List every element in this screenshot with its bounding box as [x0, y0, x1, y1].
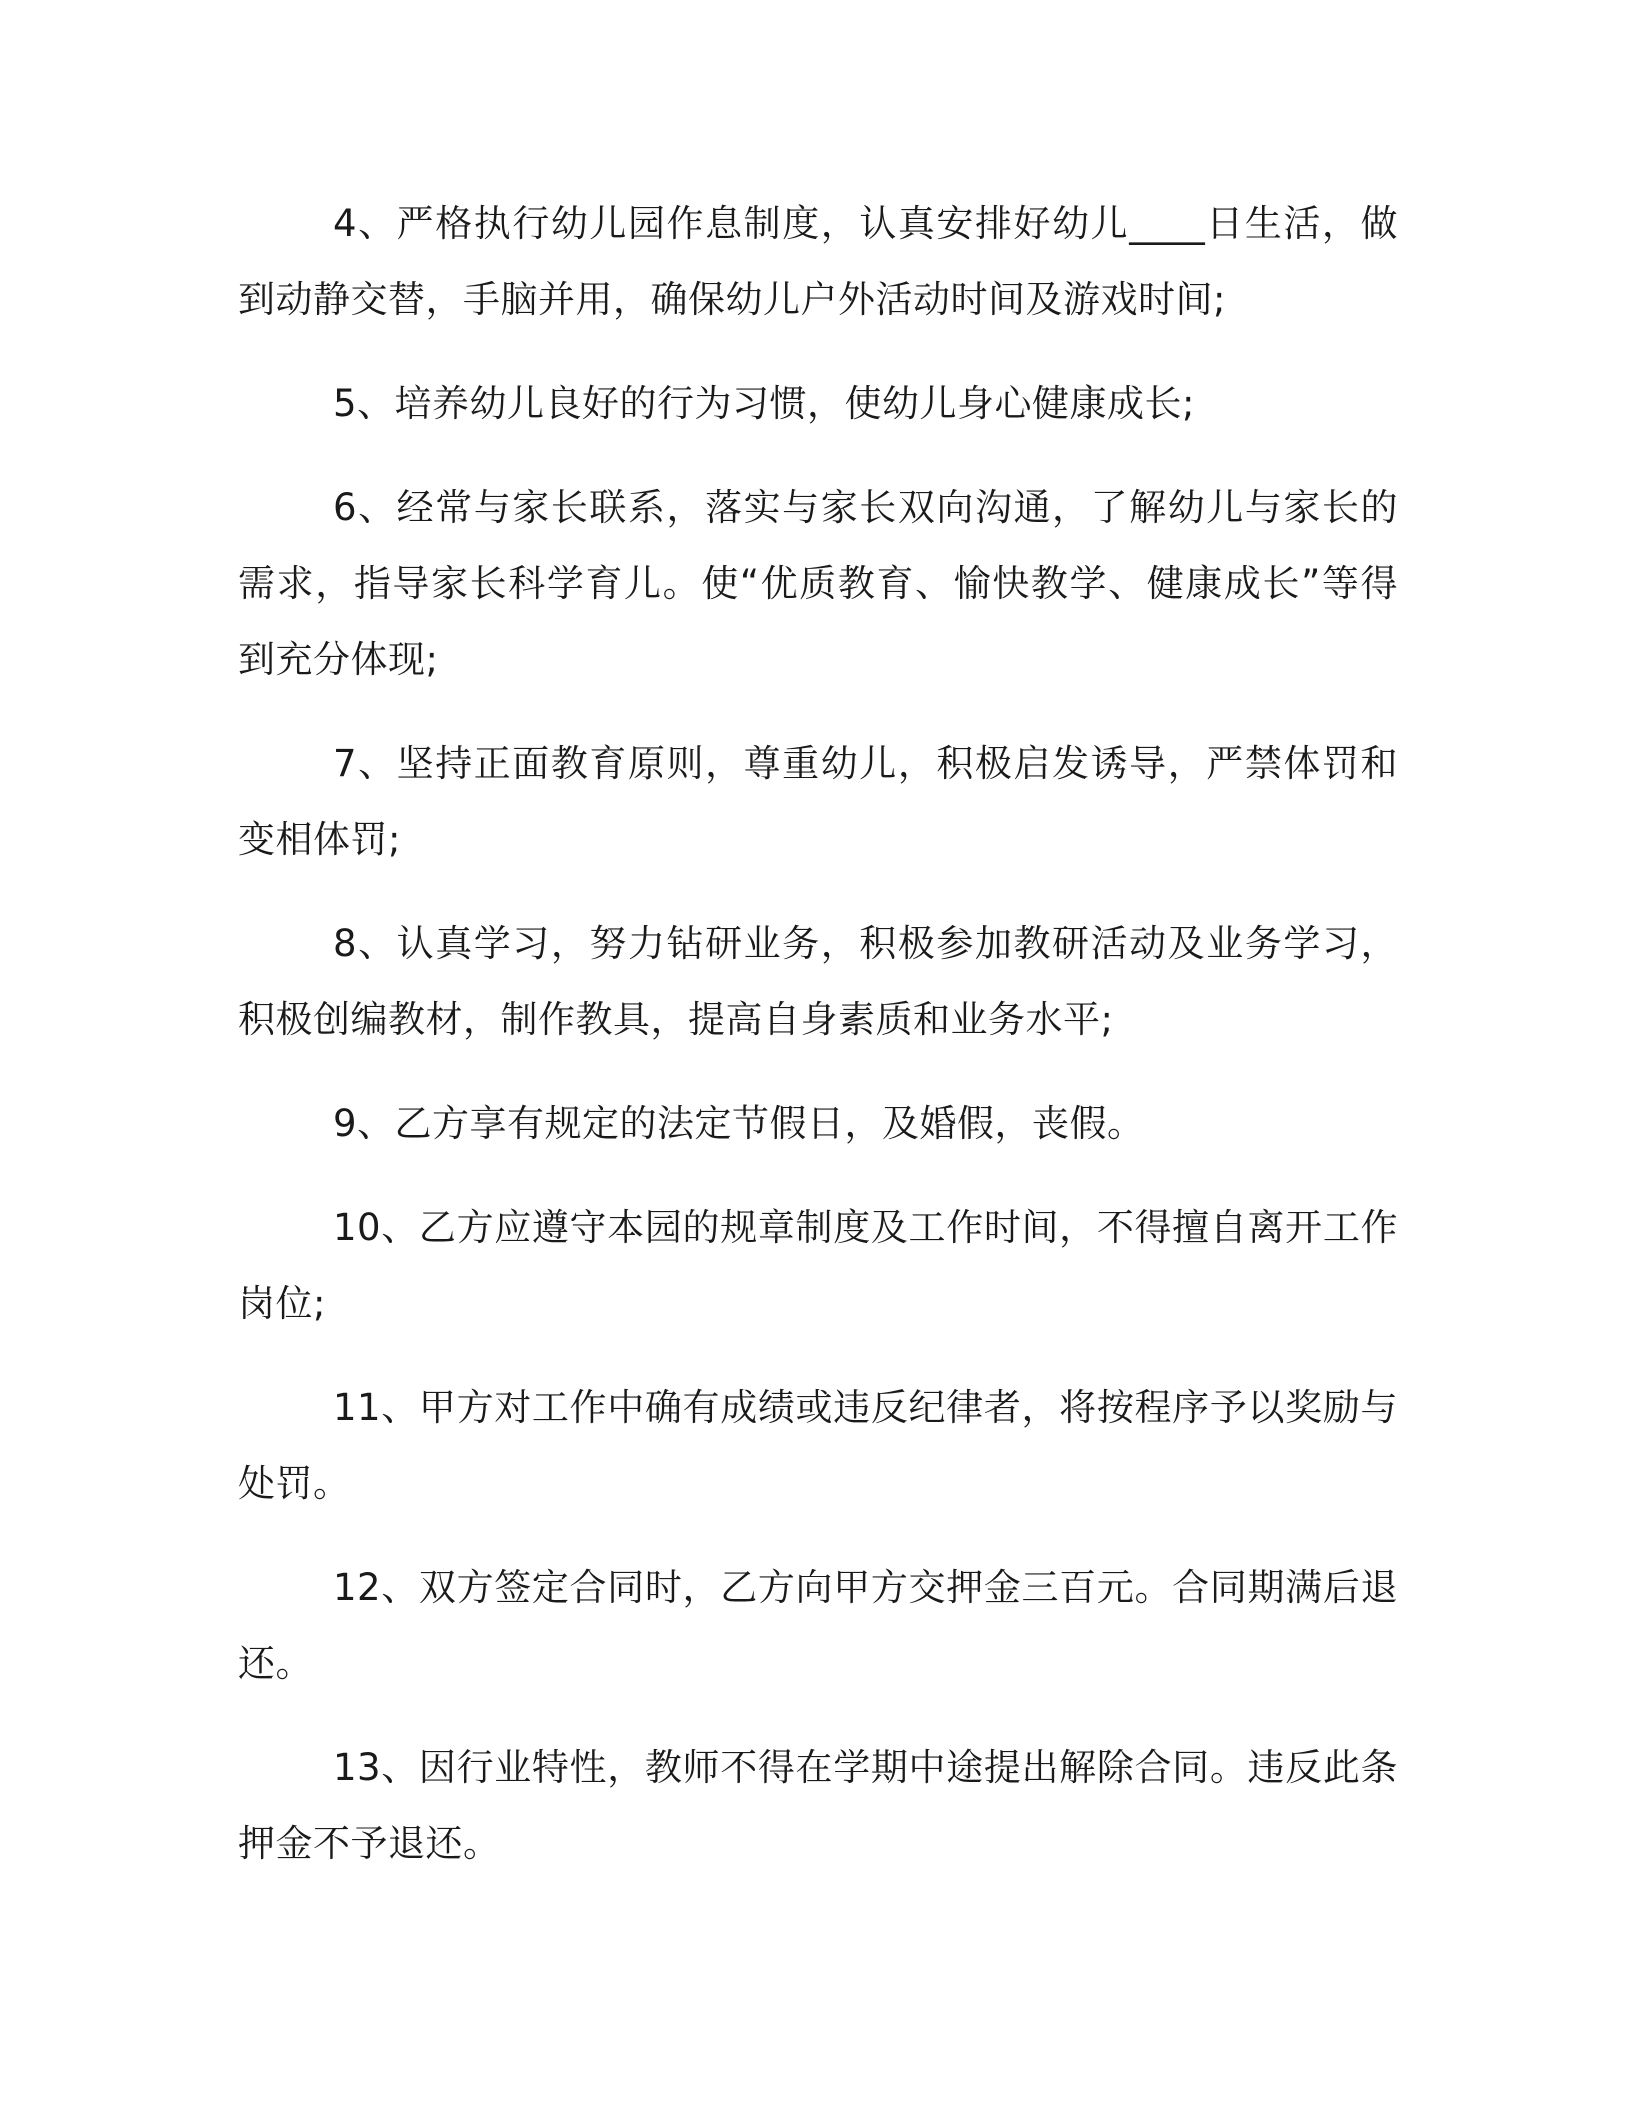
clause-10: 10、乙方应遵守本园的规章制度及工作时间，不得擅自离开工作岗位;	[238, 1206, 1398, 1325]
clause-12: 12、双方签定合同时，乙方向甲方交押金三百元。合同期满后退还。	[238, 1566, 1398, 1685]
clause-5: 5、培养幼儿良好的行为习惯，使幼儿身心健康成长;	[333, 382, 1196, 425]
document-body	[238, 186, 1398, 1910]
clause-9: 9、乙方享有规定的法定节假日，及婚假，丧假。	[333, 1102, 1145, 1145]
clause-11: 11、甲方对工作中确有成绩或违反纪律者，将按程序予以奖励与处罚。	[238, 1386, 1398, 1505]
clause-7: 7、坚持正面教育原则，尊重幼儿，积极启发诱导，严禁体罚和变相体罚;	[238, 742, 1398, 861]
clause-8: 8、认真学习，努力钻研业务，积极参加教研活动及业务学习，积极创编教材，制作教具，提高自身素质和业务水平;	[238, 922, 1398, 1041]
clause-6: 6、经常与家长联系，落实与家长双向沟通，了解幼儿与家长的需求，指导家长科学育儿。使“优质教育、愉快教学、健康成长”等得到充分体现;	[238, 486, 1398, 681]
clause-4: 4、严格执行幼儿园作息制度，认真安排好幼儿____日生活，做到动静交替，手脑并用，确保幼儿户外活动时间及游戏时间;	[238, 202, 1398, 321]
clause-13: 13、因行业特性，教师不得在学期中途提出解除合同。违反此条押金不予退还。	[238, 1746, 1398, 1865]
